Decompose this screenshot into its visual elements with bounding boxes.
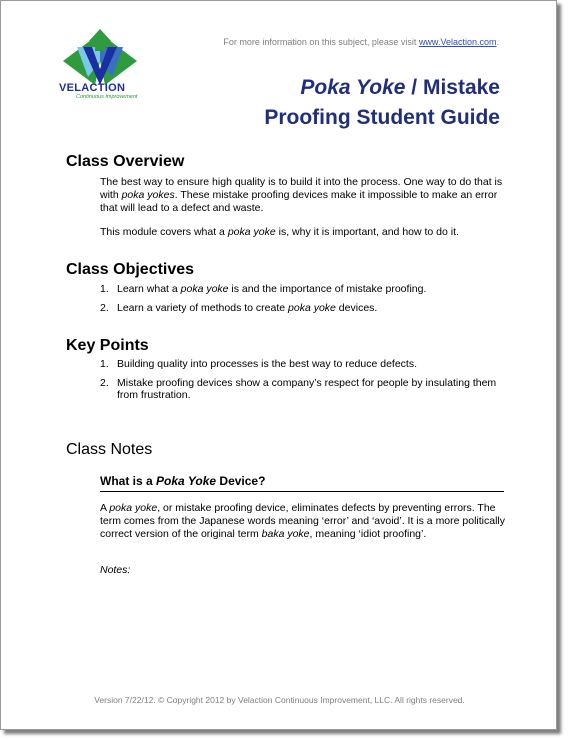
device-paragraph: A poka yoke, or mistake proofing device, eliminates defects by preventing errors. The term comes from the Japanese words meaning ‘error’ and ‘avoid’. It is a more politically correct version of the original term baka yoke, meaning ‘idiot proofing’. [100, 502, 506, 540]
objectives-heading: Class Objectives [66, 261, 195, 278]
title-rest: / Mistake [411, 76, 500, 99]
info-prefix: For more information on this subject, please visit [223, 37, 417, 47]
info-line [223, 37, 499, 47]
document-title [264, 73, 500, 133]
notes-label: Notes: [100, 564, 131, 576]
velaction-link[interactable]: www.Velaction.com [418, 37, 497, 47]
device-heading: What is a Poka Yoke Device? [100, 474, 504, 492]
list-item: 1. Building quality into processes is the best way to reduce defects. [100, 358, 417, 370]
keypoints-list [100, 358, 505, 408]
overview-paragraph-2: This module covers what a poka yoke is, why it is important, and how to do it. [100, 226, 459, 238]
title-italic: Poka Yoke [300, 76, 406, 99]
list-item: 2. Learn a variety of methods to create poka yoke devices. [100, 301, 378, 314]
title-line2: Proofing Student Guide [264, 106, 500, 129]
list-item: 2. Mistake proofing devices show a company’s respect for people by insulating them from frustration. [100, 376, 497, 401]
logo-tagline: Continuous Improvement [76, 94, 138, 100]
info-suffix: . [496, 37, 499, 47]
logo-name: VELACTION [59, 82, 126, 94]
class-notes-heading: Class Notes [66, 441, 153, 458]
list-item: 1. Learn what a poka yoke is and the importance of mistake proofing. [100, 283, 427, 295]
footer-copyright: Version 7/22/12. © Copyright 2012 by Velaction Continuous Improvement, LLC. All rights reserved. [94, 695, 465, 705]
overview-heading: Class Overview [66, 153, 185, 170]
overview-paragraph-1: The best way to ensure high quality is to build it into the process. One way to do that is with poka yokes. These mistake proofing devices make it impossible to make an error that will lead to a defect and waste. [100, 176, 503, 214]
objectives-list [100, 283, 505, 320]
keypoints-heading: Key Points [66, 337, 149, 354]
